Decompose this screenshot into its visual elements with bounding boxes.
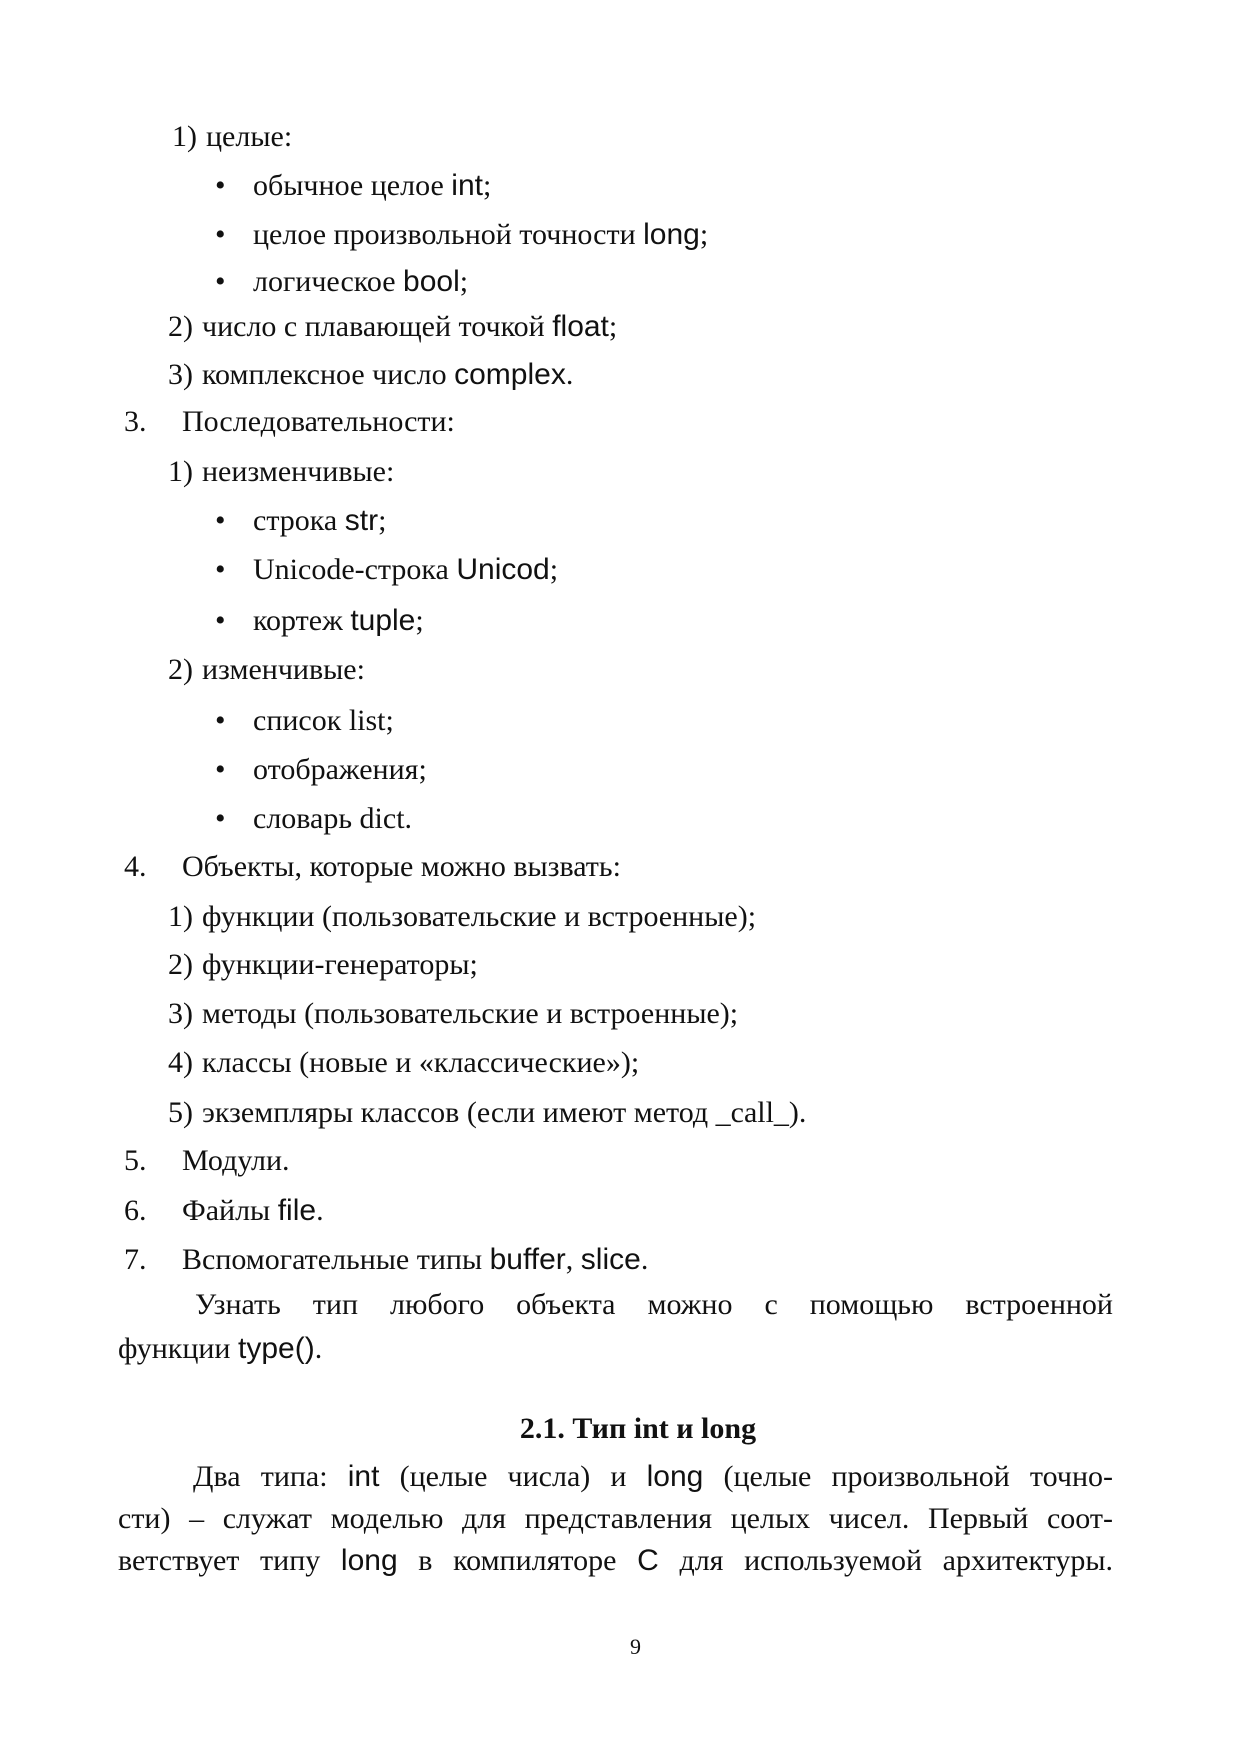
- bullet-item: • строка str;: [215, 504, 387, 537]
- bullet-icon: •: [215, 704, 226, 737]
- list-number: 7.: [124, 1243, 147, 1276]
- bullet-icon: •: [215, 753, 226, 786]
- bullet-icon: •: [215, 218, 226, 251]
- list-item: 3) методы (пользовательские и встроенные);: [168, 997, 739, 1030]
- page-number: 9: [630, 1634, 641, 1659]
- list-number: 4.: [124, 850, 147, 883]
- bullet-icon: •: [215, 265, 226, 298]
- paragraph-line: Два типа: int (целые числа) и long (целые произвольной точно-: [193, 1460, 1113, 1493]
- bullet-item: • список list;: [215, 704, 394, 737]
- bullet-item: • логическое bool;: [215, 265, 469, 298]
- list-number: 5.: [124, 1144, 147, 1177]
- list-item: 3) комплексное число complex.: [168, 358, 574, 391]
- bullet-item: • кортеж tuple;: [215, 604, 424, 637]
- bullet-item: • отображения;: [215, 753, 427, 786]
- bullet-icon: •: [215, 169, 226, 202]
- bullet-icon: •: [215, 802, 226, 835]
- list-item: 4) классы (новые и «классические»);: [168, 1046, 640, 1079]
- section-heading: 2.1. Тип int и long: [519, 1412, 757, 1445]
- list-number: 1): [168, 900, 193, 933]
- list-number: 3): [168, 997, 193, 1030]
- list-item: 2) изменчивые:: [168, 653, 365, 686]
- list-number: 2): [168, 948, 193, 981]
- list-item: 5) экземпляры классов (если имеют метод _call_).: [168, 1096, 807, 1129]
- list-item: 4. Объекты, которые можно вызвать:: [124, 850, 621, 883]
- bullet-item: • целое произвольной точности long;: [215, 218, 709, 251]
- paragraph-line: функции type().: [118, 1332, 323, 1365]
- list-item: 6. Файлы file.: [124, 1194, 324, 1227]
- paragraph-line: ветствует типу long в компиляторе C для используемой архитектуры.: [118, 1544, 1113, 1577]
- list-number: 4): [168, 1046, 193, 1079]
- list-number: 5): [168, 1096, 193, 1129]
- list-number: 3.: [124, 405, 147, 438]
- bullet-item: • словарь dict.: [215, 802, 413, 835]
- list-item: 5. Модули.: [124, 1144, 290, 1177]
- list-item: 3. Последовательности:: [124, 405, 455, 438]
- paragraph-line: сти) – служат моделью для представления целых чисел. Первый соот-: [118, 1502, 1113, 1535]
- list-item: 1) функции (пользовательские и встроенные);: [168, 900, 757, 933]
- list-number: 1): [168, 455, 193, 488]
- list-number: 3): [168, 358, 193, 391]
- list-item: 2) число с плавающей точкой float;: [168, 310, 618, 343]
- list-item: 7. Вспомогательные типы buffer, slice.: [124, 1243, 649, 1276]
- list-item: 1) целые:: [172, 120, 293, 153]
- list-item: 2) функции-генераторы;: [168, 948, 478, 981]
- list-number: 2): [168, 310, 193, 343]
- paragraph-line: Узнать тип любого объекта можно с помощью встроенной: [195, 1288, 1113, 1321]
- bullet-icon: •: [215, 553, 226, 586]
- bullet-item: • обычное целое int;: [215, 169, 492, 202]
- bullet-icon: •: [215, 604, 226, 637]
- list-number: 2): [168, 653, 193, 686]
- list-number: 1): [172, 120, 197, 153]
- list-number: 6.: [124, 1194, 147, 1227]
- list-item: 1) неизменчивые:: [168, 455, 395, 488]
- bullet-icon: •: [215, 504, 226, 537]
- bullet-item: • Unicode-строка Unicod;: [215, 553, 559, 586]
